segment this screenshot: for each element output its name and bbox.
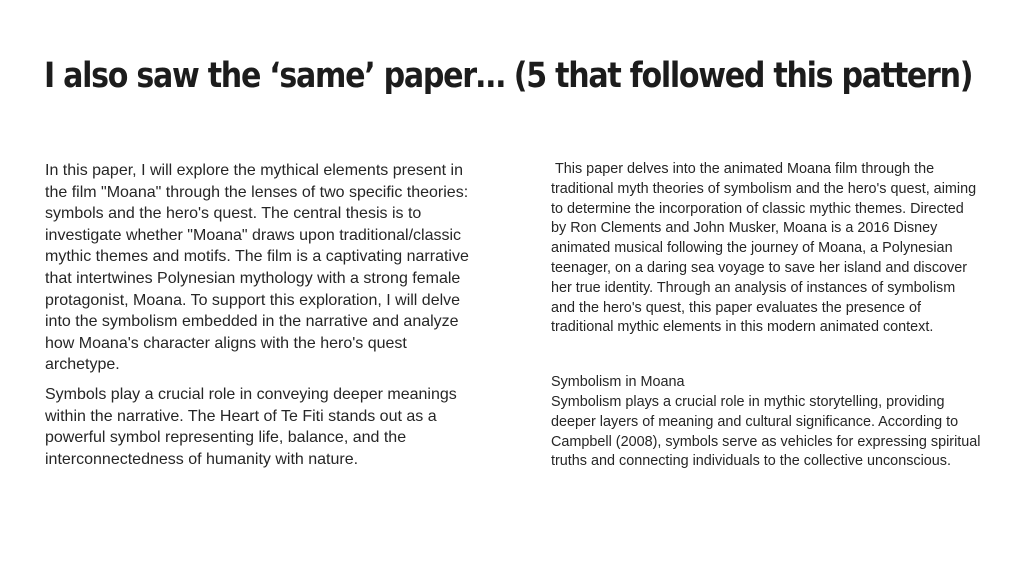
- right-paragraph-intro: This paper delves into the animated Moana film through the traditional myth theories of symbolism and the hero's quest, aiming to determine the incorporation of classic mythic themes. Directed by Ron Clements and John Musker, Moana is a 2016 Disney animated musical following the journey of Moana, a Polynesian teenager, on a daring sea voyage to save her island and discover her true identity. Through an analysis of instances of symbolism and the hero's quest, this paper evaluates the presence of traditional mythic elements in this modern animated context.: [551, 161, 977, 336]
- slide-title: I also saw the ‘same’ paper… (5 that followed this pattern): [44, 56, 973, 96]
- left-paragraph-intro: In this paper, I will explore the mythical elements present in the film "Moana" through the lenses of two specific theories: symbols and the hero's quest. The central thesis is to investigate whether "Moana" draws upon traditional/classic mythic themes and motifs. The film is a captivating narrative that intertwines Polynesian mythology with a strong female protagonist, Moana. To support this exploration, I will delve into the symbolism embedded in the narrative and analyze how Moana's character aligns with the hero's quest archetype.: [45, 162, 469, 374]
- section-body: Symbolism plays a crucial role in mythic storytelling, providing deeper layers of meaning and cultural significance. According to Campbell (2008), symbols serve as vehicles for expressing spiritual truths and connecting individuals to the collective unconscious.: [551, 393, 981, 470]
- left-column: [45, 160, 475, 478]
- right-column: [551, 160, 981, 472]
- symbolism-section: [551, 373, 981, 472]
- section-heading: Symbolism in Moana: [551, 374, 685, 391]
- left-paragraph-symbols: Symbols play a crucial role in conveying deeper meanings within the narrative. The Heart of Te Fiti stands out as a powerful symbol representing life, balance, and the interconnectedness of humanity with nature.: [45, 385, 457, 468]
